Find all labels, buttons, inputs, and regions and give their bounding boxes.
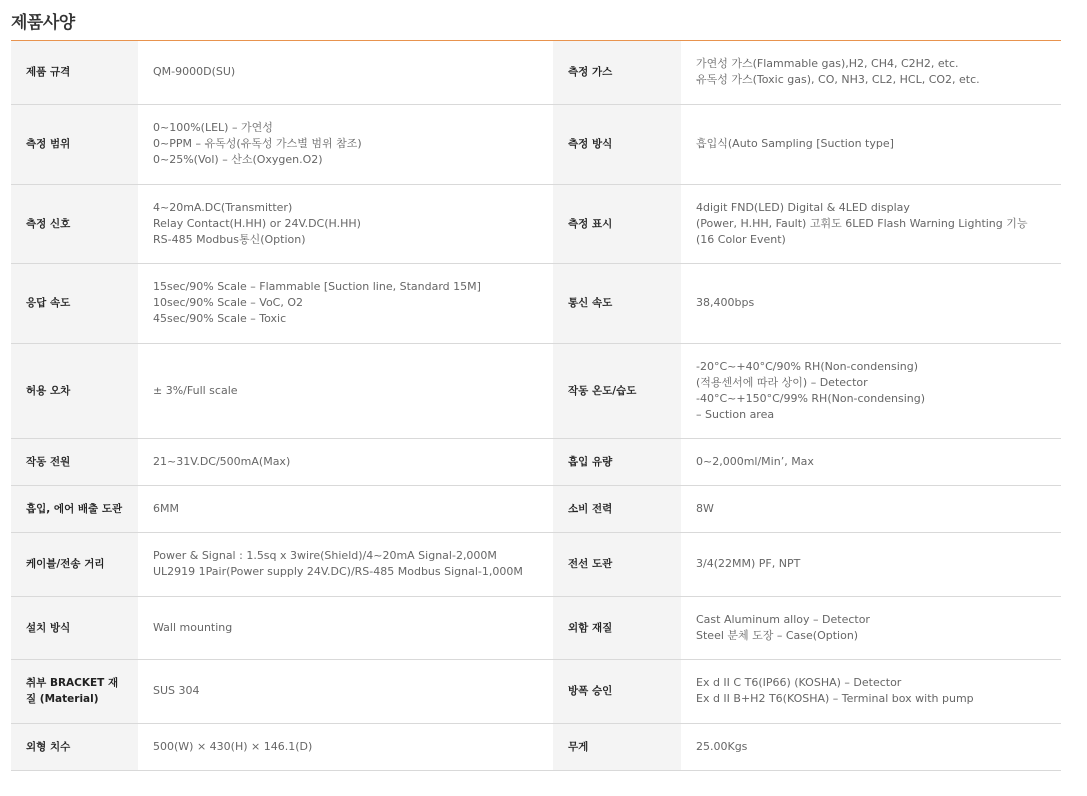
spec-value-suction-flow: 0~2,000ml/Min’, Max: [681, 438, 1061, 485]
spec-label-operating-temp-humidity: 작동 온도/습도: [553, 343, 681, 438]
spec-label-installation: 설치 방식: [11, 596, 138, 659]
spec-value-measuring-display: 4digit FND(LED) Digital & 4LED display (Power, H.HH, Fault) 고휘도 6LED Flash Warning Lighting 기능 (16 Color Event): [681, 184, 1061, 263]
spec-row: [11, 438, 1061, 485]
spec-value-tolerance: ± 3%/Full scale: [138, 343, 553, 438]
spec-label-power-consumption: 소비 전력: [553, 485, 681, 532]
spec-label-cable-distance: 케이블/전송 거리: [11, 532, 138, 596]
spec-value-cable-distance: Power & Signal : 1.5sq x 3wire(Shield)/4~20mA Signal-2,000M UL2919 1Pair(Power supply 24V.DC)/RS-485 Modbus Signal-1,000M: [138, 532, 553, 596]
spec-value-operating-temp-humidity: -20°C~+40°C/90% RH(Non-condensing) (적용센서에 따라 상이) – Detector -40°C~+150°C/99% RH(Non-condensing) – Suction area: [681, 343, 1061, 438]
spec-row: [11, 723, 1061, 770]
spec-label-communication-speed: 통신 속도: [553, 263, 681, 343]
spec-value-dimensions: 500(W) × 430(H) × 146.1(D): [138, 723, 553, 770]
spec-value-power-consumption: 8W: [681, 485, 1061, 532]
spec-label-operating-power: 작동 전원: [11, 438, 138, 485]
spec-row: [11, 263, 1061, 343]
spec-value-measuring-method: 흡입식(Auto Sampling [Suction type]: [681, 104, 1061, 184]
spec-value-installation: Wall mounting: [138, 596, 553, 659]
spec-label-measuring-range: 측정 범위: [11, 104, 138, 184]
spec-row: [11, 596, 1061, 659]
spec-value-enclosure-material: Cast Aluminum alloy – Detector Steel 분체 도장 – Case(Option): [681, 596, 1061, 659]
spec-value-communication-speed: 38,400bps: [681, 263, 1061, 343]
spec-value-response-speed: 15sec/90% Scale – Flammable [Suction line, Standard 15M] 10sec/90% Scale – VoC, O2 45sec/90% Scale – Toxic: [138, 263, 553, 343]
spec-value-measuring-range: 0~100%(LEL) – 가연성 0~PPM – 유독성(유독성 가스별 범위 참조) 0~25%(Vol) – 산소(Oxygen.O2): [138, 104, 553, 184]
spec-label-product-spec: 제품 규격: [11, 41, 138, 104]
spec-value-wire-conduit: 3/4(22MM) PF, NPT: [681, 532, 1061, 596]
spec-value-measured-gas: 가연성 가스(Flammable gas),H2, CH4, C2H2, etc. 유독성 가스(Toxic gas), CO, NH3, CL2, HCL, CO2, etc.: [681, 41, 1061, 104]
spec-row: [11, 343, 1061, 438]
spec-label-dimensions: 외형 치수: [11, 723, 138, 770]
spec-label-bracket-material: 취부 BRACKET 재질 (Material): [11, 659, 138, 723]
spec-label-response-speed: 응답 속도: [11, 263, 138, 343]
spec-row: [11, 659, 1061, 723]
spec-row: [11, 485, 1061, 532]
spec-label-enclosure-material: 외함 재질: [553, 596, 681, 659]
spec-label-weight: 무게: [553, 723, 681, 770]
spec-label-explosion-approval: 방폭 승인: [553, 659, 681, 723]
spec-value-weight: 25.00Kgs: [681, 723, 1061, 770]
spec-value-explosion-approval: Ex d II C T6(IP66) (KOSHA) – Detector Ex d II B+H2 T6(KOSHA) – Terminal box with pump: [681, 659, 1061, 723]
spec-table: [11, 41, 1061, 771]
spec-value-suction-exhaust-tube: 6MM: [138, 485, 553, 532]
spec-label-wire-conduit: 전선 도관: [553, 532, 681, 596]
spec-label-measuring-method: 측정 방식: [553, 104, 681, 184]
spec-value-operating-power: 21~31V.DC/500mA(Max): [138, 438, 553, 485]
spec-value-measuring-signal: 4~20mA.DC(Transmitter) Relay Contact(H.HH) or 24V.DC(H.HH) RS-485 Modbus통신(Option): [138, 184, 553, 263]
spec-row: [11, 184, 1061, 263]
spec-row: [11, 104, 1061, 184]
spec-row: [11, 532, 1061, 596]
spec-label-measuring-signal: 측정 신호: [11, 184, 138, 263]
spec-value-product-spec: QM-9000D(SU): [138, 41, 553, 104]
page-title: 제품사양: [11, 13, 75, 33]
spec-label-suction-exhaust-tube: 흡입, 에어 배출 도관: [11, 485, 138, 532]
spec-label-suction-flow: 흡입 유량: [553, 438, 681, 485]
spec-label-measured-gas: 측정 가스: [553, 41, 681, 104]
spec-label-tolerance: 허용 오차: [11, 343, 138, 438]
spec-value-bracket-material: SUS 304: [138, 659, 553, 723]
spec-row: [11, 41, 1061, 104]
spec-label-measuring-display: 측정 표시: [553, 184, 681, 263]
